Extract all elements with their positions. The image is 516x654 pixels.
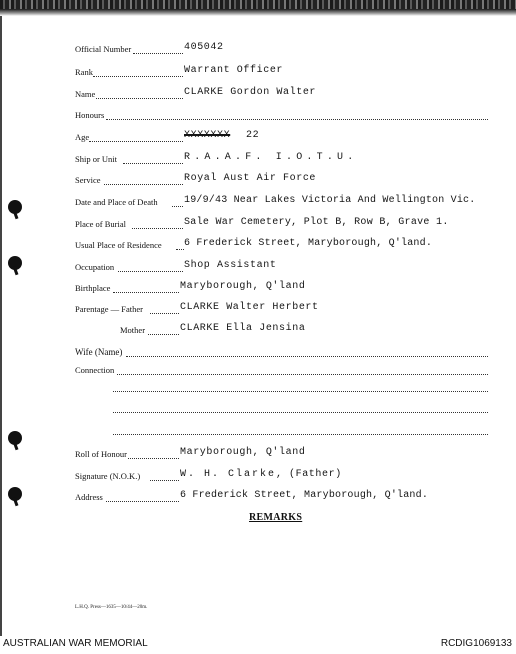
field-label: Signature (N.O.K.) [75, 471, 141, 481]
field-label: Ship or Unit [75, 154, 118, 164]
connection-blank-line [113, 412, 488, 413]
burial-value: Sale War Cemetery, Plot B, Row B, Grave 1. [184, 217, 449, 228]
residence-value: 6 Frederick Street, Maryborough, Q'land. [184, 238, 433, 249]
rank-value: Warrant Officer [184, 65, 284, 76]
field-label: Roll of Honour [75, 449, 127, 459]
field-label: Date and Place of Death [75, 197, 158, 207]
field-label: Usual Place of Residence [75, 240, 162, 250]
field-label: Birthplace [75, 283, 111, 293]
death-row [0, 195, 516, 211]
signature-value: W. H. Clarke, [180, 469, 285, 480]
mother-value: CLARKE Ella Jensina [180, 323, 306, 334]
roll-of-honour-row [0, 447, 516, 463]
field-label: Service [75, 175, 101, 185]
service-value: Royal Aust Air Force [184, 173, 317, 184]
occupation-row [0, 260, 516, 276]
field-label: Name [75, 89, 96, 99]
print-line: L.H.Q. Press—1635—10/44—20m. [75, 605, 148, 610]
footer-record-id: RCDIG1069133 [440, 638, 512, 649]
age-row [0, 130, 516, 146]
punch-hole-icon [8, 431, 22, 445]
rank-row [0, 65, 516, 81]
service-row [0, 173, 516, 189]
honours-row [0, 108, 516, 124]
remarks-heading: REMARKS [249, 512, 303, 523]
roll-of-honour-value: Maryborough, Q'land [180, 447, 306, 458]
connection-blank-line [113, 391, 488, 392]
footer-archive-name: AUSTRALIAN WAR MEMORIAL [3, 638, 148, 649]
ship-or-unit-row [0, 152, 516, 168]
field-label: Place of Burial [75, 219, 126, 229]
field-label: Age [75, 132, 90, 142]
scan-top-edge [0, 0, 516, 16]
father-value: CLARKE Walter Herbert [180, 302, 319, 313]
burial-row [0, 217, 516, 233]
connection-blank-line [113, 434, 488, 435]
name-row [0, 87, 516, 103]
birthplace-row [0, 281, 516, 297]
field-label: Occupation [75, 262, 115, 272]
field-label: Rank [75, 67, 93, 77]
field-label: Parentage — Father [75, 304, 143, 314]
birthplace-value: Maryborough, Q'land [180, 281, 306, 292]
field-label: Connection [75, 365, 115, 375]
father-row [0, 302, 516, 318]
field-label: Mother [120, 325, 146, 335]
field-label: Official Number [75, 44, 132, 54]
age-struck-text: XXXXXXX [184, 130, 231, 141]
official-number-value: 405042 [184, 42, 224, 53]
address-value: 6 Frederick Street, Maryborough, Q'land. [180, 490, 429, 501]
death-value: 19/9/43 Near Lakes Victoria And Wellington Vic. [184, 195, 476, 206]
official-number-row [0, 42, 516, 58]
mother-row [0, 323, 516, 339]
wife-row [0, 345, 516, 361]
field-label: Honours [75, 110, 105, 120]
name-value: CLARKE Gordon Walter [184, 87, 317, 98]
residence-row [0, 238, 516, 254]
signature-row [0, 469, 516, 485]
ship-or-unit-value: R.A.A.F. I.O.T.U. [184, 152, 358, 163]
address-row [0, 490, 516, 506]
field-label: Wife (Name) [75, 347, 123, 357]
occupation-value: Shop Assistant [184, 260, 277, 271]
connection-row [0, 363, 516, 379]
signature-relation: (Father) [289, 469, 342, 480]
field-label: Address [75, 492, 103, 502]
age-value: 22 [246, 130, 260, 141]
